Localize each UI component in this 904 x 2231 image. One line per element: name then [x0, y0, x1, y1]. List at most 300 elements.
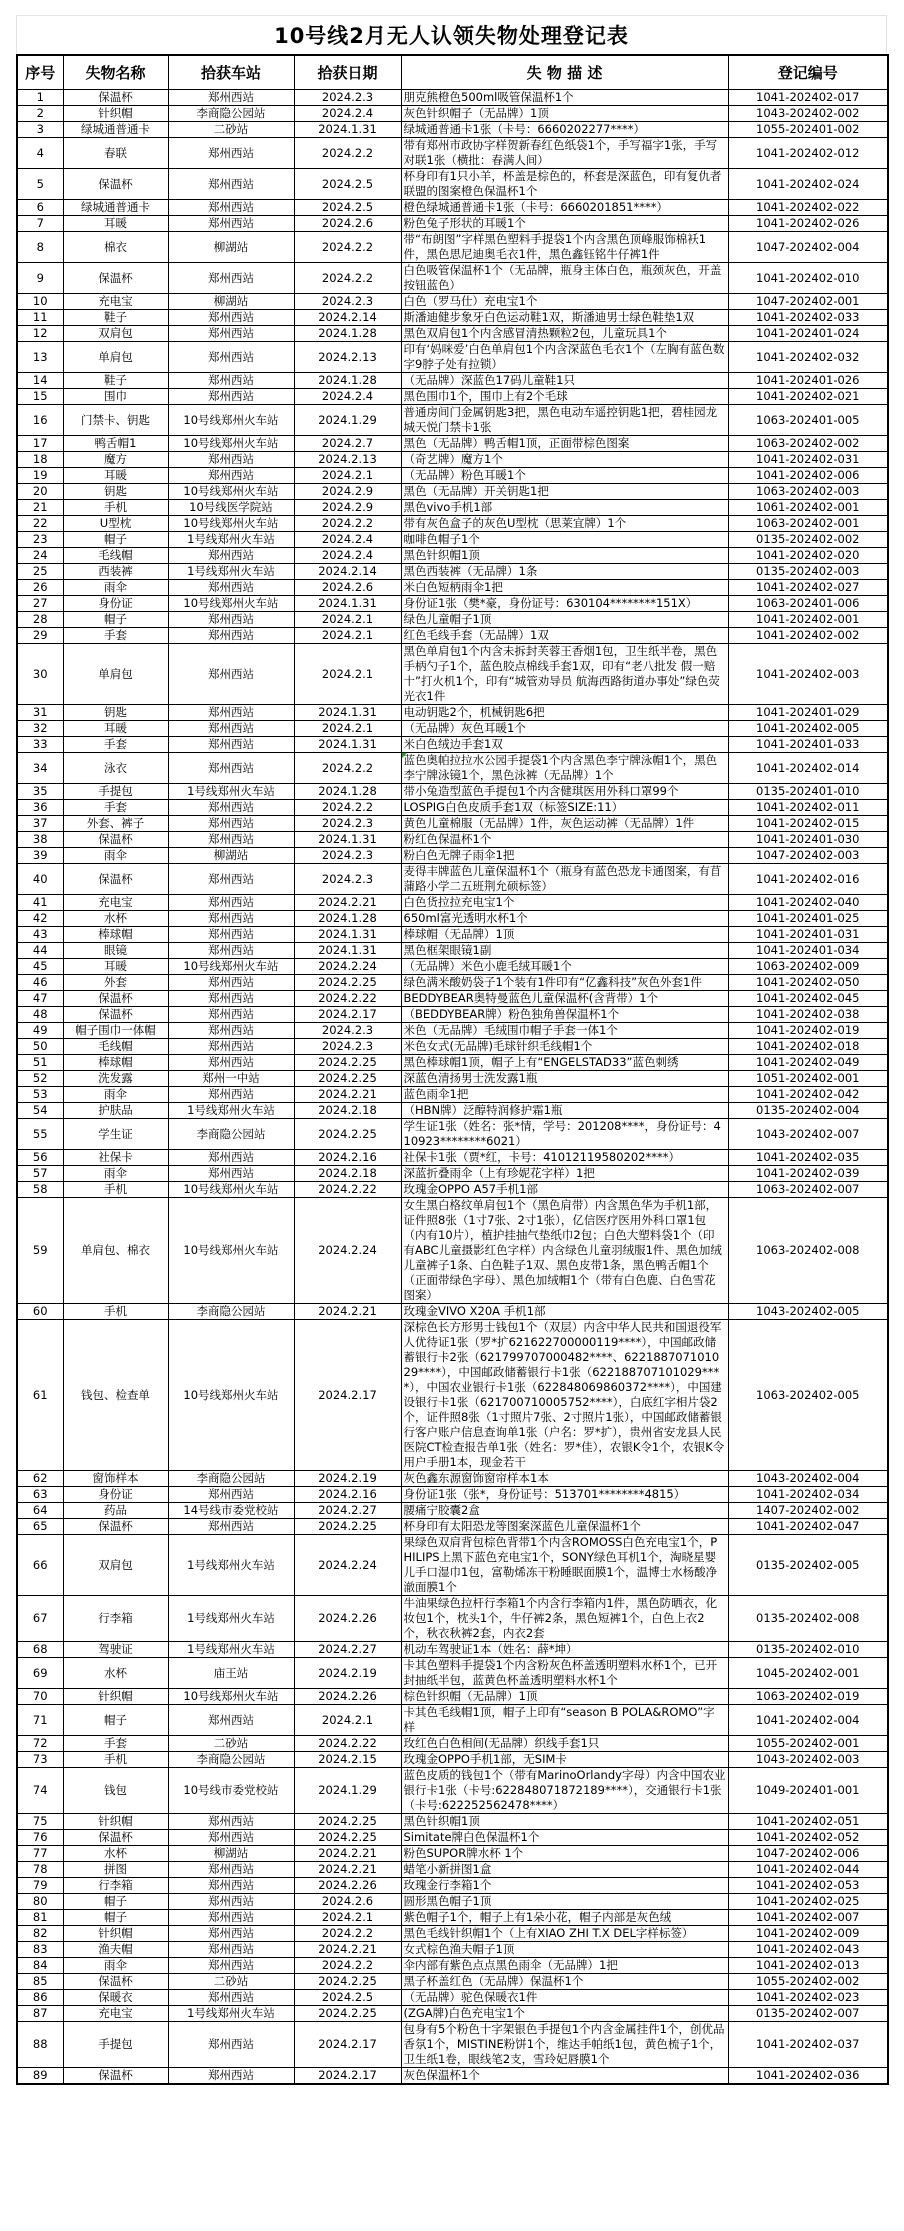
table-row [17, 90, 888, 106]
table-row [17, 1039, 888, 1055]
cell-reg-number: 1041-202402-038 [728, 1007, 888, 1023]
cell-date: 2024.2.24 [294, 959, 401, 975]
cell-serial: 18 [17, 452, 63, 468]
cell-item-name: 棉衣 [63, 232, 168, 263]
cell-serial: 72 [17, 1736, 63, 1752]
cell-date: 2024.2.26 [294, 1878, 401, 1894]
cell-item-name: 雨伞 [63, 580, 168, 596]
cell-serial: 38 [17, 832, 63, 848]
cell-description: 学生证1张（姓名：张*情，学号：201208****，身份证号：410923********6021） [401, 1119, 728, 1150]
cell-date: 2024.2.22 [294, 991, 401, 1007]
table-row [17, 1119, 888, 1150]
cell-serial: 66 [17, 1535, 63, 1596]
cell-date: 2024.1.28 [294, 373, 401, 389]
table-row [17, 310, 888, 326]
cell-item-name: 护肤品 [63, 1103, 168, 1119]
table-row [17, 1642, 888, 1658]
cell-description: 黑子杯盖红色（无品牌）保温杯1个 [401, 1974, 728, 1990]
cell-date: 2024.1.29 [294, 1768, 401, 1814]
cell-reg-number: 1043-202402-002 [728, 106, 888, 122]
cell-reg-number: 0135-202402-005 [728, 1535, 888, 1596]
cell-item-name: 雨伞 [63, 1166, 168, 1182]
cell-date: 2024.1.31 [294, 705, 401, 721]
cell-description: 白色（罗马仕）充电宝1个 [401, 294, 728, 310]
cell-description: 机动车驾驶证1本（姓名：薛*坤） [401, 1642, 728, 1658]
cell-reg-number: 1041-202402-005 [728, 721, 888, 737]
cell-date: 2024.2.14 [294, 564, 401, 580]
cell-item-name: 单肩包 [63, 342, 168, 373]
cell-item-name: 手机 [63, 1304, 168, 1320]
cell-reg-number: 1041-202401-026 [728, 373, 888, 389]
cell-serial: 43 [17, 927, 63, 943]
cell-item-name: 充电宝 [63, 2006, 168, 2022]
table-row [17, 705, 888, 721]
cell-item-name: 针织帽 [63, 1814, 168, 1830]
cell-item-name: 身份证 [63, 596, 168, 612]
cell-serial: 54 [17, 1103, 63, 1119]
cell-serial: 36 [17, 800, 63, 816]
cell-station: 柳湖站 [168, 232, 294, 263]
table-row [17, 1487, 888, 1503]
table-row [17, 1658, 888, 1689]
cell-date: 2024.2.21 [294, 1862, 401, 1878]
cell-serial: 85 [17, 1974, 63, 1990]
cell-station: 郑州西站 [168, 1942, 294, 1958]
table-row [17, 1103, 888, 1119]
table-row [17, 1320, 888, 1471]
cell-description: 带有郑州市政协字样贺新春红色纸袋1个，手写福字1张，手写对联1张（横批：春满人间） [401, 138, 728, 169]
cell-serial: 39 [17, 848, 63, 864]
cell-item-name: 社保卡 [63, 1150, 168, 1166]
cell-description: 带小兔造型蓝色手提包1个内含健琪医用外科口罩99个 [401, 784, 728, 800]
cell-description: 电动钥匙2个，机械钥匙6把 [401, 705, 728, 721]
cell-date: 2024.2.4 [294, 389, 401, 405]
cell-description: 咖啡色帽子1个 [401, 532, 728, 548]
table-row [17, 1736, 888, 1752]
cell-serial: 7 [17, 216, 63, 232]
cell-description: 社保卡1张（贾*红，卡号：41012119580202****） [401, 1150, 728, 1166]
table-row [17, 753, 888, 784]
table-row [17, 1087, 888, 1103]
cell-description: 灰色针织帽子（无品牌）1顶 [401, 106, 728, 122]
cell-description: 黄色儿童棉服（无品牌）1件，灰色运动裤（无品牌）1件 [401, 816, 728, 832]
cell-serial: 6 [17, 200, 63, 216]
cell-station: 郑州西站 [168, 373, 294, 389]
cell-item-name: 学生证 [63, 1119, 168, 1150]
cell-station: 郑州西站 [168, 1039, 294, 1055]
cell-reg-number: 1041-202402-027 [728, 580, 888, 596]
table-row [17, 2022, 888, 2068]
cell-serial: 83 [17, 1942, 63, 1958]
cell-item-name: 帽子 [63, 612, 168, 628]
cell-item-name: 外套 [63, 975, 168, 991]
cell-station: 郑州西站 [168, 895, 294, 911]
cell-description: 黑色针织帽1顶 [401, 1814, 728, 1830]
cell-serial: 11 [17, 310, 63, 326]
cell-item-name: 绿城通普通卡 [63, 122, 168, 138]
cell-reg-number: 1041-202402-026 [728, 216, 888, 232]
table-row [17, 1471, 888, 1487]
cell-reg-number: 1041-202402-050 [728, 975, 888, 991]
table-row [17, 612, 888, 628]
cell-reg-number: 0135-202402-007 [728, 2006, 888, 2022]
cell-description: 黑色（无品牌）鸭舌帽1顶，正面带棕色图案 [401, 436, 728, 452]
cell-station: 李商隐公园站 [168, 1119, 294, 1150]
cell-date: 2024.2.5 [294, 169, 401, 200]
cell-description: 印有‘妈咪爱’白色单肩包1个内含深蓝色毛衣1个（左胸有蓝色数字9脖子处有拉锁） [401, 342, 728, 373]
cell-station: 郑州西站 [168, 864, 294, 895]
cell-reg-number: 1041-202402-039 [728, 1166, 888, 1182]
cell-item-name: 手机 [63, 1752, 168, 1768]
cell-station: 郑州西站 [168, 816, 294, 832]
cell-station: 郑州西站 [168, 580, 294, 596]
cell-station: 郑州西站 [168, 705, 294, 721]
cell-description: 卡其色毛线帽1顶，帽子上印有“season B POLA&ROMO”字样 [401, 1705, 728, 1736]
cell-item-name: 身份证 [63, 1487, 168, 1503]
cell-reg-number: 1041-202402-051 [728, 1814, 888, 1830]
table-row [17, 342, 888, 373]
cell-reg-number: 1041-202402-022 [728, 200, 888, 216]
cell-description: 灰色保温杯1个 [401, 2068, 728, 2085]
column-header-item-name: 失物名称 [63, 55, 168, 90]
cell-date: 2024.2.24 [294, 1198, 401, 1304]
table-row [17, 1007, 888, 1023]
cell-date: 2024.1.29 [294, 405, 401, 436]
table-row [17, 1182, 888, 1198]
cell-station: 郑州西站 [168, 721, 294, 737]
cell-date: 2024.2.2 [294, 263, 401, 294]
cell-station: 郑州西站 [168, 1878, 294, 1894]
cell-item-name: 毛线帽 [63, 548, 168, 564]
cell-date: 2024.2.25 [294, 1814, 401, 1830]
cell-date: 2024.1.31 [294, 737, 401, 753]
cell-date: 2024.2.4 [294, 532, 401, 548]
cell-station: 1号线郑州火车站 [168, 1103, 294, 1119]
cell-serial: 70 [17, 1689, 63, 1705]
cell-description: 果绿色双肩背包棕色背带1个内含ROMOSS白色充电宝1个，PHILIPS上黑下蓝色充电宝1个，SONY绿色耳机1个，淘晓星婴儿手口湿巾1包，富勒烯冻干粉睡眠面膜1个，温博士水杨酸净澈面膜1个 [401, 1535, 728, 1596]
cell-item-name: 毛线帽 [63, 1039, 168, 1055]
cell-date: 2024.2.17 [294, 2068, 401, 2085]
table-row [17, 548, 888, 564]
lost-items-table [16, 54, 889, 2085]
cell-serial: 61 [17, 1320, 63, 1471]
cell-item-name: 门禁卡、钥匙 [63, 405, 168, 436]
table-row [17, 1878, 888, 1894]
cell-serial: 25 [17, 564, 63, 580]
cell-reg-number: 1041-202402-031 [728, 452, 888, 468]
cell-station: 郑州西站 [168, 2022, 294, 2068]
cell-reg-number: 0135-202402-010 [728, 1642, 888, 1658]
cell-description: 麦得丰牌蓝色儿童保温杯1个（瓶身有蓝色恐龙卡通图案，有苜蒲路小学二五班荆允硕标签） [401, 864, 728, 895]
cell-station: 庙王站 [168, 1658, 294, 1689]
column-header-date: 拾获日期 [294, 55, 401, 90]
cell-serial: 13 [17, 342, 63, 373]
cell-date: 2024.2.2 [294, 1926, 401, 1942]
cell-reg-number: 1061-202402-001 [728, 500, 888, 516]
cell-serial: 76 [17, 1830, 63, 1846]
cell-date: 2024.2.13 [294, 452, 401, 468]
cell-description: 白色货拉拉充电宝1个 [401, 895, 728, 911]
column-header-reg-number: 登记编号 [728, 55, 888, 90]
table-row [17, 848, 888, 864]
cell-description: 黑色单肩包1个内含未拆封芙蓉王香烟1包，卫生纸半卷，黑色手柄勺子1个，蓝色胶点棉线手套1双，印有“老八批发 假一赔十”打火机1个，印有“城管劝导员 航海西路街道办事处”绿色荧光衣1件 [401, 644, 728, 705]
cell-reg-number: 1041-202402-053 [728, 1878, 888, 1894]
cell-date: 2024.1.31 [294, 832, 401, 848]
cell-station: 郑州西站 [168, 927, 294, 943]
cell-reg-number: 1063-202402-008 [728, 1198, 888, 1304]
cell-station: 1号线郑州火车站 [168, 532, 294, 548]
cell-serial: 65 [17, 1519, 63, 1535]
cell-serial: 89 [17, 2068, 63, 2085]
cell-station: 二砂站 [168, 1736, 294, 1752]
cell-serial: 3 [17, 122, 63, 138]
table-row [17, 389, 888, 405]
cell-description: 米白色绒边手套1双 [401, 737, 728, 753]
cell-serial: 28 [17, 612, 63, 628]
cell-item-name: 手套 [63, 737, 168, 753]
table-row [17, 1689, 888, 1705]
cell-reg-number: 1041-202402-047 [728, 1519, 888, 1535]
cell-date: 2024.2.19 [294, 1658, 401, 1689]
cell-reg-number: 1041-202402-049 [728, 1055, 888, 1071]
cell-date: 2024.2.25 [294, 2006, 401, 2022]
cell-reg-number: 1041-202402-015 [728, 816, 888, 832]
cell-description: 蓝色皮质的钱包1个（带有MarinoOrlandy字母）内含中国农业银行卡1张（卡号:622848071872189****），交通银行卡1张（卡号:622252562478****） [401, 1768, 728, 1814]
cell-serial: 34 [17, 753, 63, 784]
cell-description: 黑色围巾1个，围巾上有2个毛球 [401, 389, 728, 405]
cell-description: 粉红色保温杯1个 [401, 832, 728, 848]
cell-date: 2024.2.17 [294, 1320, 401, 1471]
cell-description: 绿色满米酸奶袋子1个装有1件印有“亿鑫科技”灰色外套1件 [401, 975, 728, 991]
cell-date: 2024.2.25 [294, 1119, 401, 1150]
cell-description: （无品牌）深蓝色17码儿童鞋1只 [401, 373, 728, 389]
cell-date: 2024.2.2 [294, 1958, 401, 1974]
cell-serial: 16 [17, 405, 63, 436]
cell-description: 带“布朗图”字样黑色塑料手提袋1个内含黑色顶峰服饰棉袄1件，黑色思尼迪奥毛衣1件，黑色鑫钰铭牛仔裤1件 [401, 232, 728, 263]
cell-date: 2024.2.3 [294, 1023, 401, 1039]
cell-item-name: 外套、裤子 [63, 816, 168, 832]
cell-station: 郑州西站 [168, 169, 294, 200]
cell-description: 粉白色无牌子雨伞1把 [401, 848, 728, 864]
table-row [17, 294, 888, 310]
cell-date: 2024.2.18 [294, 1103, 401, 1119]
cell-station: 郑州西站 [168, 644, 294, 705]
cell-date: 2024.2.27 [294, 1503, 401, 1519]
cell-date: 2024.2.25 [294, 1830, 401, 1846]
cell-description: 深蓝色清扬男士洗发露1瓶 [401, 1071, 728, 1087]
cell-serial: 62 [17, 1471, 63, 1487]
cell-reg-number: 1041-202402-040 [728, 895, 888, 911]
cell-description: 米白色短柄雨伞1把 [401, 580, 728, 596]
table-row [17, 169, 888, 200]
cell-station: 郑州西站 [168, 452, 294, 468]
cell-item-name: 行李箱 [63, 1596, 168, 1642]
cell-serial: 12 [17, 326, 63, 342]
cell-description: 女式棕色渔夫帽子1顶 [401, 1942, 728, 1958]
cell-serial: 47 [17, 991, 63, 1007]
cell-date: 2024.2.21 [294, 1942, 401, 1958]
table-row [17, 927, 888, 943]
cell-item-name: 手提包 [63, 784, 168, 800]
cell-reg-number: 1047-202402-003 [728, 848, 888, 864]
cell-station: 郑州西站 [168, 612, 294, 628]
cell-serial: 84 [17, 1958, 63, 1974]
cell-station: 李商隐公园站 [168, 1752, 294, 1768]
cell-reg-number: 1041-202402-024 [728, 169, 888, 200]
cell-reg-number: 1041-202402-020 [728, 548, 888, 564]
cell-description: 黑色（无品牌）开关钥匙1把 [401, 484, 728, 500]
cell-item-name: 单肩包、棉衣 [63, 1198, 168, 1304]
cell-description: 牛油果绿色拉杆行李箱1个内含行李箱内1件，黑色防晒衣，化妆包1个，枕头1个，牛仔裤2条，黑色短裤1个，白色上衣2个，秋衣秋裤2套，内衣2套 [401, 1596, 728, 1642]
table-row [17, 1503, 888, 1519]
table-row [17, 138, 888, 169]
cell-station: 郑州西站 [168, 1023, 294, 1039]
cell-description: 玫瑰金OPPO手机1部，无SIM卡 [401, 1752, 728, 1768]
cell-date: 2024.2.4 [294, 106, 401, 122]
cell-reg-number: 1041-202402-025 [728, 1894, 888, 1910]
cell-station: 郑州西站 [168, 1862, 294, 1878]
cell-date: 2024.2.1 [294, 721, 401, 737]
cell-item-name: 保温杯 [63, 263, 168, 294]
table-row [17, 1926, 888, 1942]
cell-date: 2024.1.31 [294, 927, 401, 943]
cell-station: 郑州西站 [168, 1894, 294, 1910]
table-header [17, 55, 888, 90]
cell-serial: 33 [17, 737, 63, 753]
table-row [17, 1304, 888, 1320]
cell-station: 10号线郑州火车站 [168, 1182, 294, 1198]
cell-description: 斯潘迪健步象牙白色运动鞋1双，斯潘迪男士绿色鞋垫1双 [401, 310, 728, 326]
cell-reg-number: 1041-202402-006 [728, 468, 888, 484]
cell-reg-number: 1041-202402-012 [728, 138, 888, 169]
cell-station: 李商隐公园站 [168, 1304, 294, 1320]
cell-station: 郑州西站 [168, 1007, 294, 1023]
cell-date: 2024.1.28 [294, 784, 401, 800]
cell-station: 1号线郑州火车站 [168, 2006, 294, 2022]
table-row [17, 452, 888, 468]
cell-date: 2024.2.17 [294, 2022, 401, 2068]
cell-date: 2024.1.31 [294, 943, 401, 959]
table-row [17, 263, 888, 294]
cell-reg-number: 1041-202402-045 [728, 991, 888, 1007]
cell-station: 10号线郑州火车站 [168, 405, 294, 436]
cell-station: 郑州西站 [168, 737, 294, 753]
cell-station: 1号线郑州火车站 [168, 1642, 294, 1658]
cell-reg-number: 1063-202401-005 [728, 405, 888, 436]
cell-description: 蜡笔小新拼图1盒 [401, 1862, 728, 1878]
cell-description: 橙色绿城通普通卡1张（卡号：6660201851****） [401, 200, 728, 216]
cell-reg-number: 1041-202402-004 [728, 1705, 888, 1736]
table-row [17, 564, 888, 580]
cell-station: 郑州西站 [168, 1166, 294, 1182]
cell-serial: 35 [17, 784, 63, 800]
cell-description: 红色毛线手套（无品牌）1双 [401, 628, 728, 644]
table-row [17, 532, 888, 548]
cell-serial: 9 [17, 263, 63, 294]
cell-serial: 31 [17, 705, 63, 721]
header-row [17, 55, 888, 90]
cell-serial: 5 [17, 169, 63, 200]
cell-serial: 30 [17, 644, 63, 705]
cell-station: 郑州西站 [168, 310, 294, 326]
table-row [17, 1023, 888, 1039]
cell-reg-number: 1041-202402-017 [728, 90, 888, 106]
table-row [17, 737, 888, 753]
cell-station: 郑州西站 [168, 832, 294, 848]
cell-reg-number: 1063-202402-007 [728, 1182, 888, 1198]
cell-serial: 21 [17, 500, 63, 516]
cell-item-name: 充电宝 [63, 294, 168, 310]
cell-station: 郑州西站 [168, 548, 294, 564]
cell-date: 2024.2.19 [294, 1471, 401, 1487]
cell-item-name: 行李箱 [63, 1878, 168, 1894]
table-row [17, 1942, 888, 1958]
cell-item-name: 棒球帽 [63, 927, 168, 943]
table-row [17, 2006, 888, 2022]
cell-station: 郑州西站 [168, 138, 294, 169]
cell-reg-number: 1041-202402-023 [728, 1990, 888, 2006]
cell-description: 玫瑰金VIVO X20A 手机1部 [401, 1304, 728, 1320]
cell-serial: 63 [17, 1487, 63, 1503]
cell-station: 10号线郑州火车站 [168, 1320, 294, 1471]
table-row [17, 991, 888, 1007]
cell-item-name: 保温杯 [63, 1007, 168, 1023]
cell-reg-number: 1041-202402-002 [728, 628, 888, 644]
cell-serial: 64 [17, 1503, 63, 1519]
table-row [17, 1846, 888, 1862]
cell-station: 柳湖站 [168, 294, 294, 310]
cell-station: 柳湖站 [168, 848, 294, 864]
cell-item-name: 保温杯 [63, 864, 168, 895]
cell-serial: 41 [17, 895, 63, 911]
cell-station: 郑州西站 [168, 753, 294, 784]
cell-item-name: 鞋子 [63, 373, 168, 389]
cell-item-name: 耳暖 [63, 468, 168, 484]
cell-station: 郑州西站 [168, 628, 294, 644]
cell-station: 二砂站 [168, 1974, 294, 1990]
cell-serial: 74 [17, 1768, 63, 1814]
cell-date: 2024.2.5 [294, 1990, 401, 2006]
cell-date: 2024.2.3 [294, 90, 401, 106]
cell-reg-number: 1063-202402-002 [728, 436, 888, 452]
cell-description: 普通房间门金属钥匙3把，黑色电动车遥控钥匙1把，碧桂园龙城天悦门禁卡1张 [401, 405, 728, 436]
cell-station: 郑州西站 [168, 1958, 294, 1974]
cell-description: 黑色毛线针织帽1个（上有XIAO ZHI T.X DEL字样标签） [401, 1926, 728, 1942]
cell-date: 2024.2.27 [294, 1642, 401, 1658]
cell-item-name: 钥匙 [63, 705, 168, 721]
cell-reg-number: 1045-202402-001 [728, 1658, 888, 1689]
table-row [17, 232, 888, 263]
cell-description: 玫瑰金OPPO A57手机1部 [401, 1182, 728, 1198]
cell-description: （奇艺牌）魔方1个 [401, 452, 728, 468]
cell-serial: 32 [17, 721, 63, 737]
cell-description: 卡其色塑料手提袋1个内含粉灰色杯盖透明塑料水杯1个，已开封抽纸半包，蓝黄色杯盖透明塑料水杯1个 [401, 1658, 728, 1689]
cell-reg-number: 1043-202402-004 [728, 1471, 888, 1487]
table-row [17, 943, 888, 959]
page-title: 10号线2月无人认领失物处理登记表 [274, 24, 629, 48]
cell-date: 2024.2.21 [294, 1304, 401, 1320]
table-row [17, 436, 888, 452]
cell-station: 郑州西站 [168, 1087, 294, 1103]
cell-station: 郑州西站 [168, 468, 294, 484]
cell-description: 身份证1张（樊*豪，身份证号：630104********151X） [401, 596, 728, 612]
cell-station: 10号线医学院站 [168, 500, 294, 516]
cell-item-name: 手套 [63, 628, 168, 644]
cell-item-name: 保温杯 [63, 2068, 168, 2085]
cell-item-name: 药品 [63, 1503, 168, 1519]
cell-serial: 37 [17, 816, 63, 832]
cell-item-name: 保温杯 [63, 991, 168, 1007]
